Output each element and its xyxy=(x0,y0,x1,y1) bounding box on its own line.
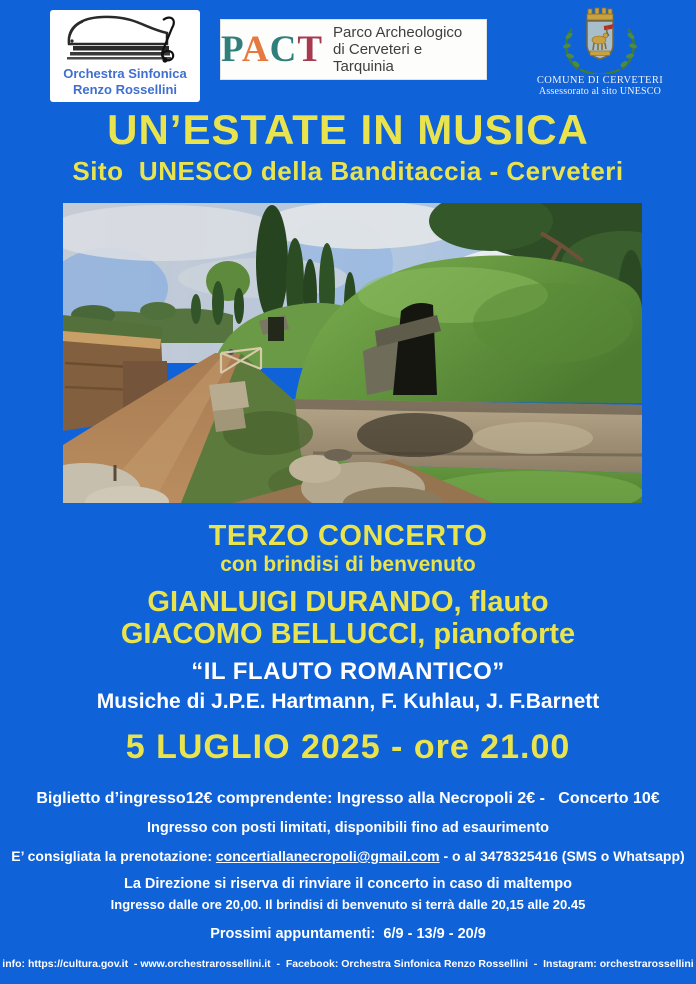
coat-of-arms-icon xyxy=(557,6,643,74)
concert-subtitle: con brindisi di benvenuto xyxy=(220,553,476,576)
limited-seats-line: Ingresso con posti limitati, disponibili fino ad esaurimento xyxy=(146,820,549,836)
pact-letter-p: P xyxy=(221,29,242,70)
composers-line: Musiche di J.P.E. Hartmann, F. Kuhlau, J. F.Barnett xyxy=(96,690,600,713)
crown-icon xyxy=(587,8,613,20)
entry-time-line: Ingresso dalle ore 20,00. Il brindisi di benvenuto si terrà dalle 20,15 alle 20.45 xyxy=(110,897,586,912)
piano-icon xyxy=(59,10,191,66)
poster-subtitle: Sito UNESCO della Banditaccia - Cerveteri xyxy=(72,156,624,186)
poster-title: UN’ESTATE IN MUSICA xyxy=(107,106,589,153)
footer-info-line: info: https://cultura.gov.it - www.orchestrarossellini.it - Facebook: Orchestra Sinfonica Renzo Rossellini - Instagram: orchestrarossellini xyxy=(2,958,694,970)
pact-letter-a: A xyxy=(241,29,270,70)
booking-email-link[interactable]: concertiallanecropoli@gmail.com xyxy=(215,848,440,864)
pact-description xyxy=(333,24,486,76)
performer-flute: GIANLUIGI DURANDO, flauto xyxy=(147,586,549,618)
necropolis-photo-image xyxy=(63,203,642,503)
booking-line xyxy=(0,848,696,864)
event-date-time: 5 LUGLIO 2025 - ore 21.00 xyxy=(125,728,571,766)
booking-prefix: E’ consigliata la prenotazione: xyxy=(11,848,216,864)
pact-desc-line2: di Cerveteri e Tarquinia xyxy=(333,40,427,76)
next-dates-line: Prossimi appuntamenti: 6/9 - 13/9 - 20/9 xyxy=(210,926,486,942)
weather-notice-line: La Direzione si riserva di rinviare il concerto in caso di maltempo xyxy=(123,876,573,892)
orchestra-logo-line1: Orchestra Sinfonica xyxy=(63,66,187,81)
pact-acronym xyxy=(221,31,323,68)
necropolis-photo xyxy=(63,203,642,503)
program-title: “IL FLAUTO ROMANTICO” xyxy=(191,658,505,685)
comune-logo-line1: COMUNE DI CERVETERI xyxy=(536,75,664,86)
pact-letter-c: C xyxy=(269,29,298,70)
concert-number-title: TERZO CONCERTO xyxy=(208,520,488,552)
booking-suffix: - o al 3478325416 (SMS o Whatsapp) xyxy=(439,848,685,864)
pact-desc-line1: Parco Archeologico xyxy=(333,23,463,41)
comune-cerveteri-logo xyxy=(512,6,688,97)
orchestra-logo-line2: Renzo Rossellini xyxy=(72,81,178,97)
pact-logo xyxy=(220,19,487,80)
pact-letter-t: T xyxy=(297,29,324,70)
ticket-price-line: Biglietto d’ingresso12€ comprendente: Ingresso alla Necropoli 2€ - Concerto 10€ xyxy=(36,790,660,807)
performer-piano: GIACOMO BELLUCCI, pianoforte xyxy=(120,618,576,650)
orchestra-logo xyxy=(50,10,200,102)
comune-logo-line2: Assessorato al sito UNESCO xyxy=(538,86,662,97)
